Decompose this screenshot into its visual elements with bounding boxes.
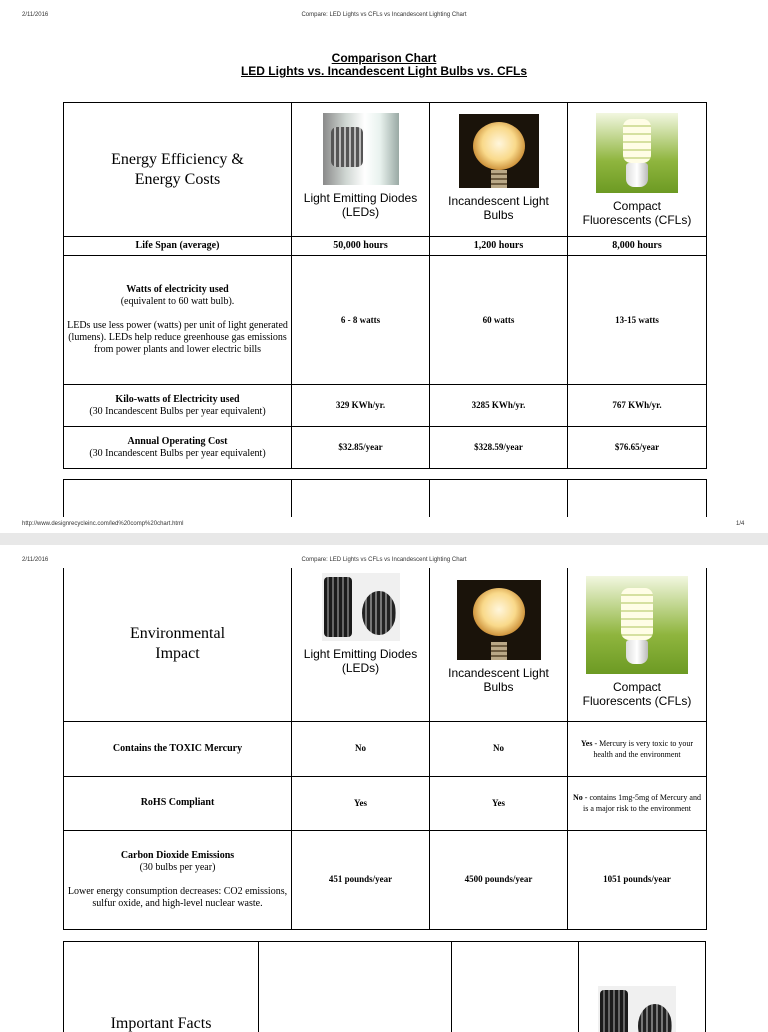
cell-mercury-incandescent: No — [430, 721, 568, 776]
print-footer-url: http://www.designrecycleinc.com/led%20comp%20chart.html — [22, 521, 184, 527]
page-break — [0, 533, 768, 545]
column-header-cfl: Compact Fluorescents (CFLs) — [568, 103, 707, 237]
cell-kwh-cfl: 767 KWh/yr. — [568, 385, 707, 427]
cell-co2-cfl: 1051 pounds/year — [568, 830, 707, 929]
cell-lifespan-led: 50,000 hours — [292, 237, 430, 256]
env-column-header-cfl: Compact Fluorescents (CFLs) — [568, 568, 707, 721]
env-cfl-bulb-image — [586, 576, 688, 674]
chart-subtitle: LED Lights vs. Incandescent Light Bulbs vs. CFLs — [240, 64, 528, 78]
column-header-led: Light Emitting Diodes (LEDs) — [292, 103, 430, 237]
env-column-header-incandescent: Incandescent Light Bulbs — [430, 568, 568, 721]
incandescent-bulb-image — [459, 114, 539, 188]
cell-mercury-led: No — [292, 721, 430, 776]
print-date-p2: 2/11/2016 — [22, 557, 49, 563]
cell-kwh-led: 329 KWh/yr. — [292, 385, 430, 427]
print-header-title-p2: Compare: LED Lights vs CFLs vs Incandescent Lighting Chart — [301, 557, 467, 563]
led-bulbs-image — [322, 573, 400, 641]
cell-watts-incandescent: 60 watts — [430, 256, 568, 385]
row-label-kwh: Kilo-watts of Electricity used (30 Incandescent Bulbs per year equivalent) — [64, 385, 292, 427]
led-bulb-image — [323, 113, 399, 185]
column-header-incandescent: Incandescent Light Bulbs — [430, 103, 568, 237]
cell-lifespan-incandescent: 1,200 hours — [430, 237, 568, 256]
print-header-title: Compare: LED Lights vs CFLs vs Incandescent Lighting Chart — [301, 12, 467, 18]
cell-rohs-incandescent: Yes — [430, 776, 568, 830]
row-label-rohs: RoHS Compliant — [64, 776, 292, 830]
cell-kwh-incandescent: 3285 KWh/yr. — [430, 385, 568, 427]
row-label-co2: Carbon Dioxide Emissions (30 bulbs per year) Lower energy consumption decreases: CO2 emissions, sulfur oxide, and high-level nuclear waste. — [64, 830, 292, 929]
cell-mercury-cfl: Yes - Mercury is very toxic to your health and the environment — [568, 721, 707, 776]
row-label-mercury: Contains the TOXIC Mercury — [64, 721, 292, 776]
cell-cost-led: $32.85/year — [292, 427, 430, 469]
section-title: Energy Efficiency & Energy Costs — [64, 103, 292, 237]
cell-watts-cfl: 13-15 watts — [568, 256, 707, 385]
cell-cost-incandescent: $328.59/year — [430, 427, 568, 469]
energy-comparison-table — [63, 102, 707, 469]
cell-co2-led: 451 pounds/year — [292, 830, 430, 929]
cell-rohs-led: Yes — [292, 776, 430, 830]
cell-cost-cfl: $76.65/year — [568, 427, 707, 469]
section-title-facts: Important Facts — [110, 1015, 212, 1032]
env-column-header-led: Light Emitting Diodes (LEDs) — [292, 568, 430, 721]
cutoff-table-top — [63, 479, 707, 520]
section-title-environment: Environmental Impact — [64, 568, 292, 721]
row-label-lifespan: Life Span (average) — [64, 237, 292, 256]
print-page-number: 1/4 — [736, 521, 745, 527]
cell-watts-led: 6 - 8 watts — [292, 256, 430, 385]
row-label-cost: Annual Operating Cost (30 Incandescent Bulbs per year equivalent) — [64, 427, 292, 469]
environment-comparison-table — [63, 568, 707, 930]
env-incandescent-bulb-image — [457, 580, 541, 660]
chart-title: Comparison Chart — [331, 51, 437, 65]
print-date: 2/11/2016 — [22, 12, 49, 18]
cfl-bulb-image — [596, 113, 678, 193]
facts-table — [63, 941, 706, 1032]
cell-co2-incandescent: 4500 pounds/year — [430, 830, 568, 929]
facts-led-image — [598, 986, 676, 1032]
cell-rohs-cfl: No - contains 1mg-5mg of Mercury and is a major risk to the environment — [568, 776, 707, 830]
cell-lifespan-cfl: 8,000 hours — [568, 237, 707, 256]
row-label-watts: Watts of electricity used (equivalent to 60 watt bulb). LEDs use less power (watts) per unit of light generated (lumens). LEDs help reduce greenhouse gas emissions from power plants and lower electric bills — [64, 256, 292, 385]
